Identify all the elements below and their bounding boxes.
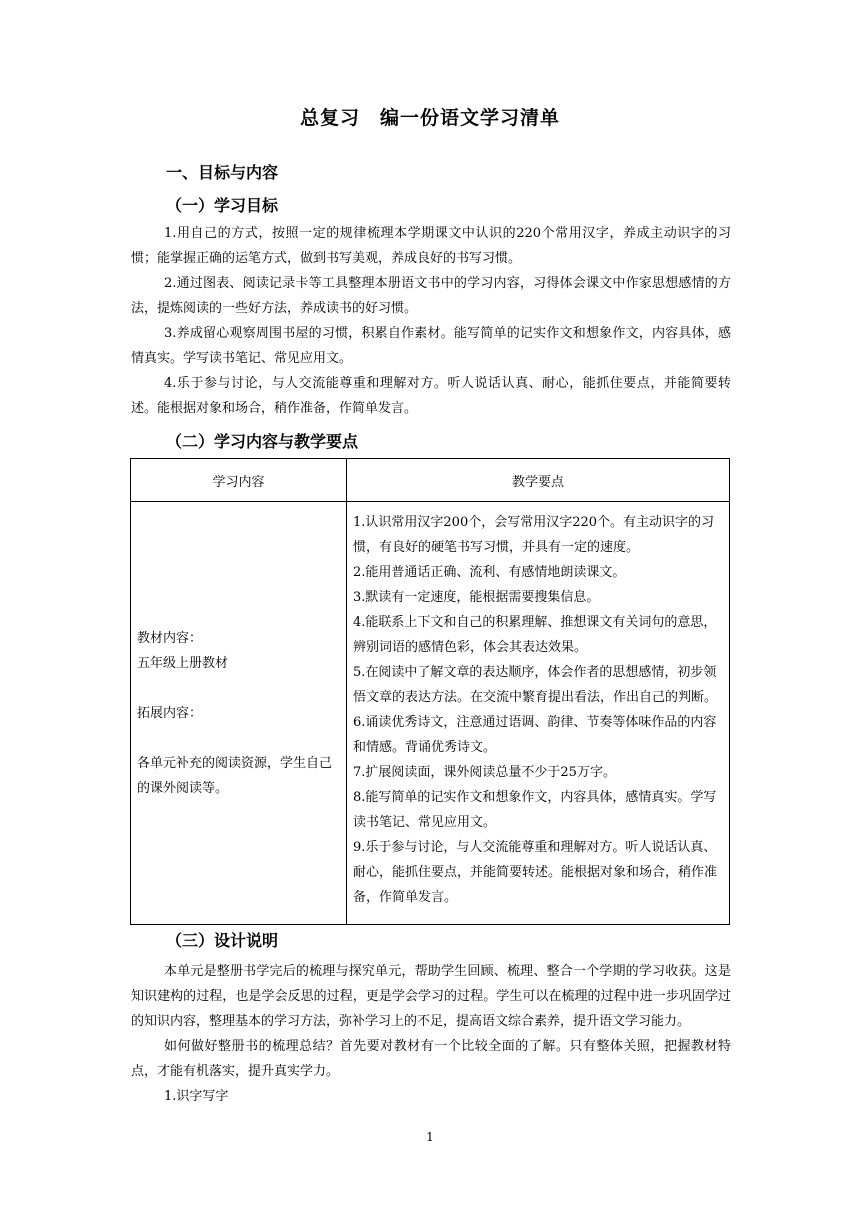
goal-item-3: 3.养成留心观察周围书屋的习惯，积累自作素材。能写简单的记实作文和想象作文，内容具体，感情真实。学写读书笔记、常见应用文。 xyxy=(131,326,731,366)
teaching-point: 8.能写简单的记实作文和想象作文，内容具体，感情真实。学写读书笔记、常见应用文。 xyxy=(353,790,717,830)
points-cell xyxy=(347,502,730,925)
table-header-points: 教学要点 xyxy=(347,459,730,502)
teaching-point: 7.扩展阅读面，课外阅读总量不少于25万字。 xyxy=(353,765,616,780)
teaching-point: 3.默读有一定速度，能根据需要搜集信息。 xyxy=(353,590,600,605)
design-paragraph-2: 如何做好整册书的梳理总结？首先要对教材有一个比较全面的了解。只有整体关照，把握教材特点，才能有机落实，提升真实学力。 xyxy=(131,1039,731,1079)
subheading-design-notes: （三）设计说明 xyxy=(166,931,279,950)
subheading-learning-goals: （一）学习目标 xyxy=(166,196,279,215)
goal-item-4: 4.乐于参与讨论，与人交流能尊重和理解对方。听人说话认真、耐心，能抓住要点，并能简要转述。能根据对象和场合，稍作准备，作简单发言。 xyxy=(131,376,731,416)
teaching-point: 1.认识常用汉字200个，会写常用汉字220个。有主动识字的习惯，有良好的硬笔书写习惯，并具有一定的速度。 xyxy=(353,515,715,555)
teaching-point: 5.在阅读中了解文章的表达顺序，体会作者的思想感情，初步领悟文章的表达方法。在交流中繁育提出看法，作出自己的判断。 xyxy=(353,665,718,705)
section-heading-goals-content: 一、目标与内容 xyxy=(166,163,279,182)
textbook-text: 五年级上册教材 xyxy=(137,655,229,671)
table-header-row xyxy=(131,459,730,502)
content-cell xyxy=(131,502,347,925)
subheading-learning-content: （二）学习内容与教学要点 xyxy=(166,432,359,451)
design-item-1: 1.识字写字 xyxy=(164,1089,229,1104)
teaching-point: 2.能用普通话正确、流利、有感情地朗读课文。 xyxy=(353,565,626,580)
teaching-point: 9.乐于参与讨论，与人交流能尊重和理解对方。听人说话认真、耐心，能抓住要点，并能简要转述。能根据对象和场合，稍作准备，作简单发言。 xyxy=(353,840,718,905)
design-paragraph-1: 本单元是整册书学完后的梳理与探究单元，帮助学生回顾、梳理、整合一个学期的学习收获。这是知识建构的过程，也是学会反思的过程，更是学会学习的过程。学生可以在梳理的过程中进一步巩固学过的知识内容，整理基本的学习方法，弥补学习上的不足，提高语文综合素养，提升语文学习能力。 xyxy=(131,964,731,1029)
page-number: 1 xyxy=(426,1130,434,1144)
teaching-point: 4.能联系上下文和自己的积累理解、推想课文有关词句的意思，辨别词语的感情色彩，体会其表达效果。 xyxy=(353,615,717,655)
teaching-point: 6.诵读优秀诗文，注意通过语调、韵律、节奏等体味作品的内容和情感。背诵优秀诗文。 xyxy=(353,715,717,755)
extension-label: 拓展内容： xyxy=(137,705,203,721)
table-row xyxy=(131,502,730,925)
content-table xyxy=(130,458,730,925)
page-title: 总复习 编一份语文学习清单 xyxy=(299,107,560,129)
extension-text: 各单元补充的阅读资源，学生自己的课外阅读等。 xyxy=(137,755,333,796)
table-header-content: 学习内容 xyxy=(131,459,347,502)
textbook-label: 教材内容： xyxy=(137,630,203,646)
goal-item-2: 2.通过图表、阅读记录卡等工具整理本册语文书中的学习内容，习得体会课文中作家思想感情的方法，提炼阅读的一些好方法，养成读书的好习惯。 xyxy=(131,276,731,316)
goal-item-1: 1.用自己的方式，按照一定的规律梳理本学期课文中认识的220个常用汉字，养成主动识字的习惯；能掌握正确的运笔方式，做到书写美观，养成良好的书写习惯。 xyxy=(131,226,731,266)
